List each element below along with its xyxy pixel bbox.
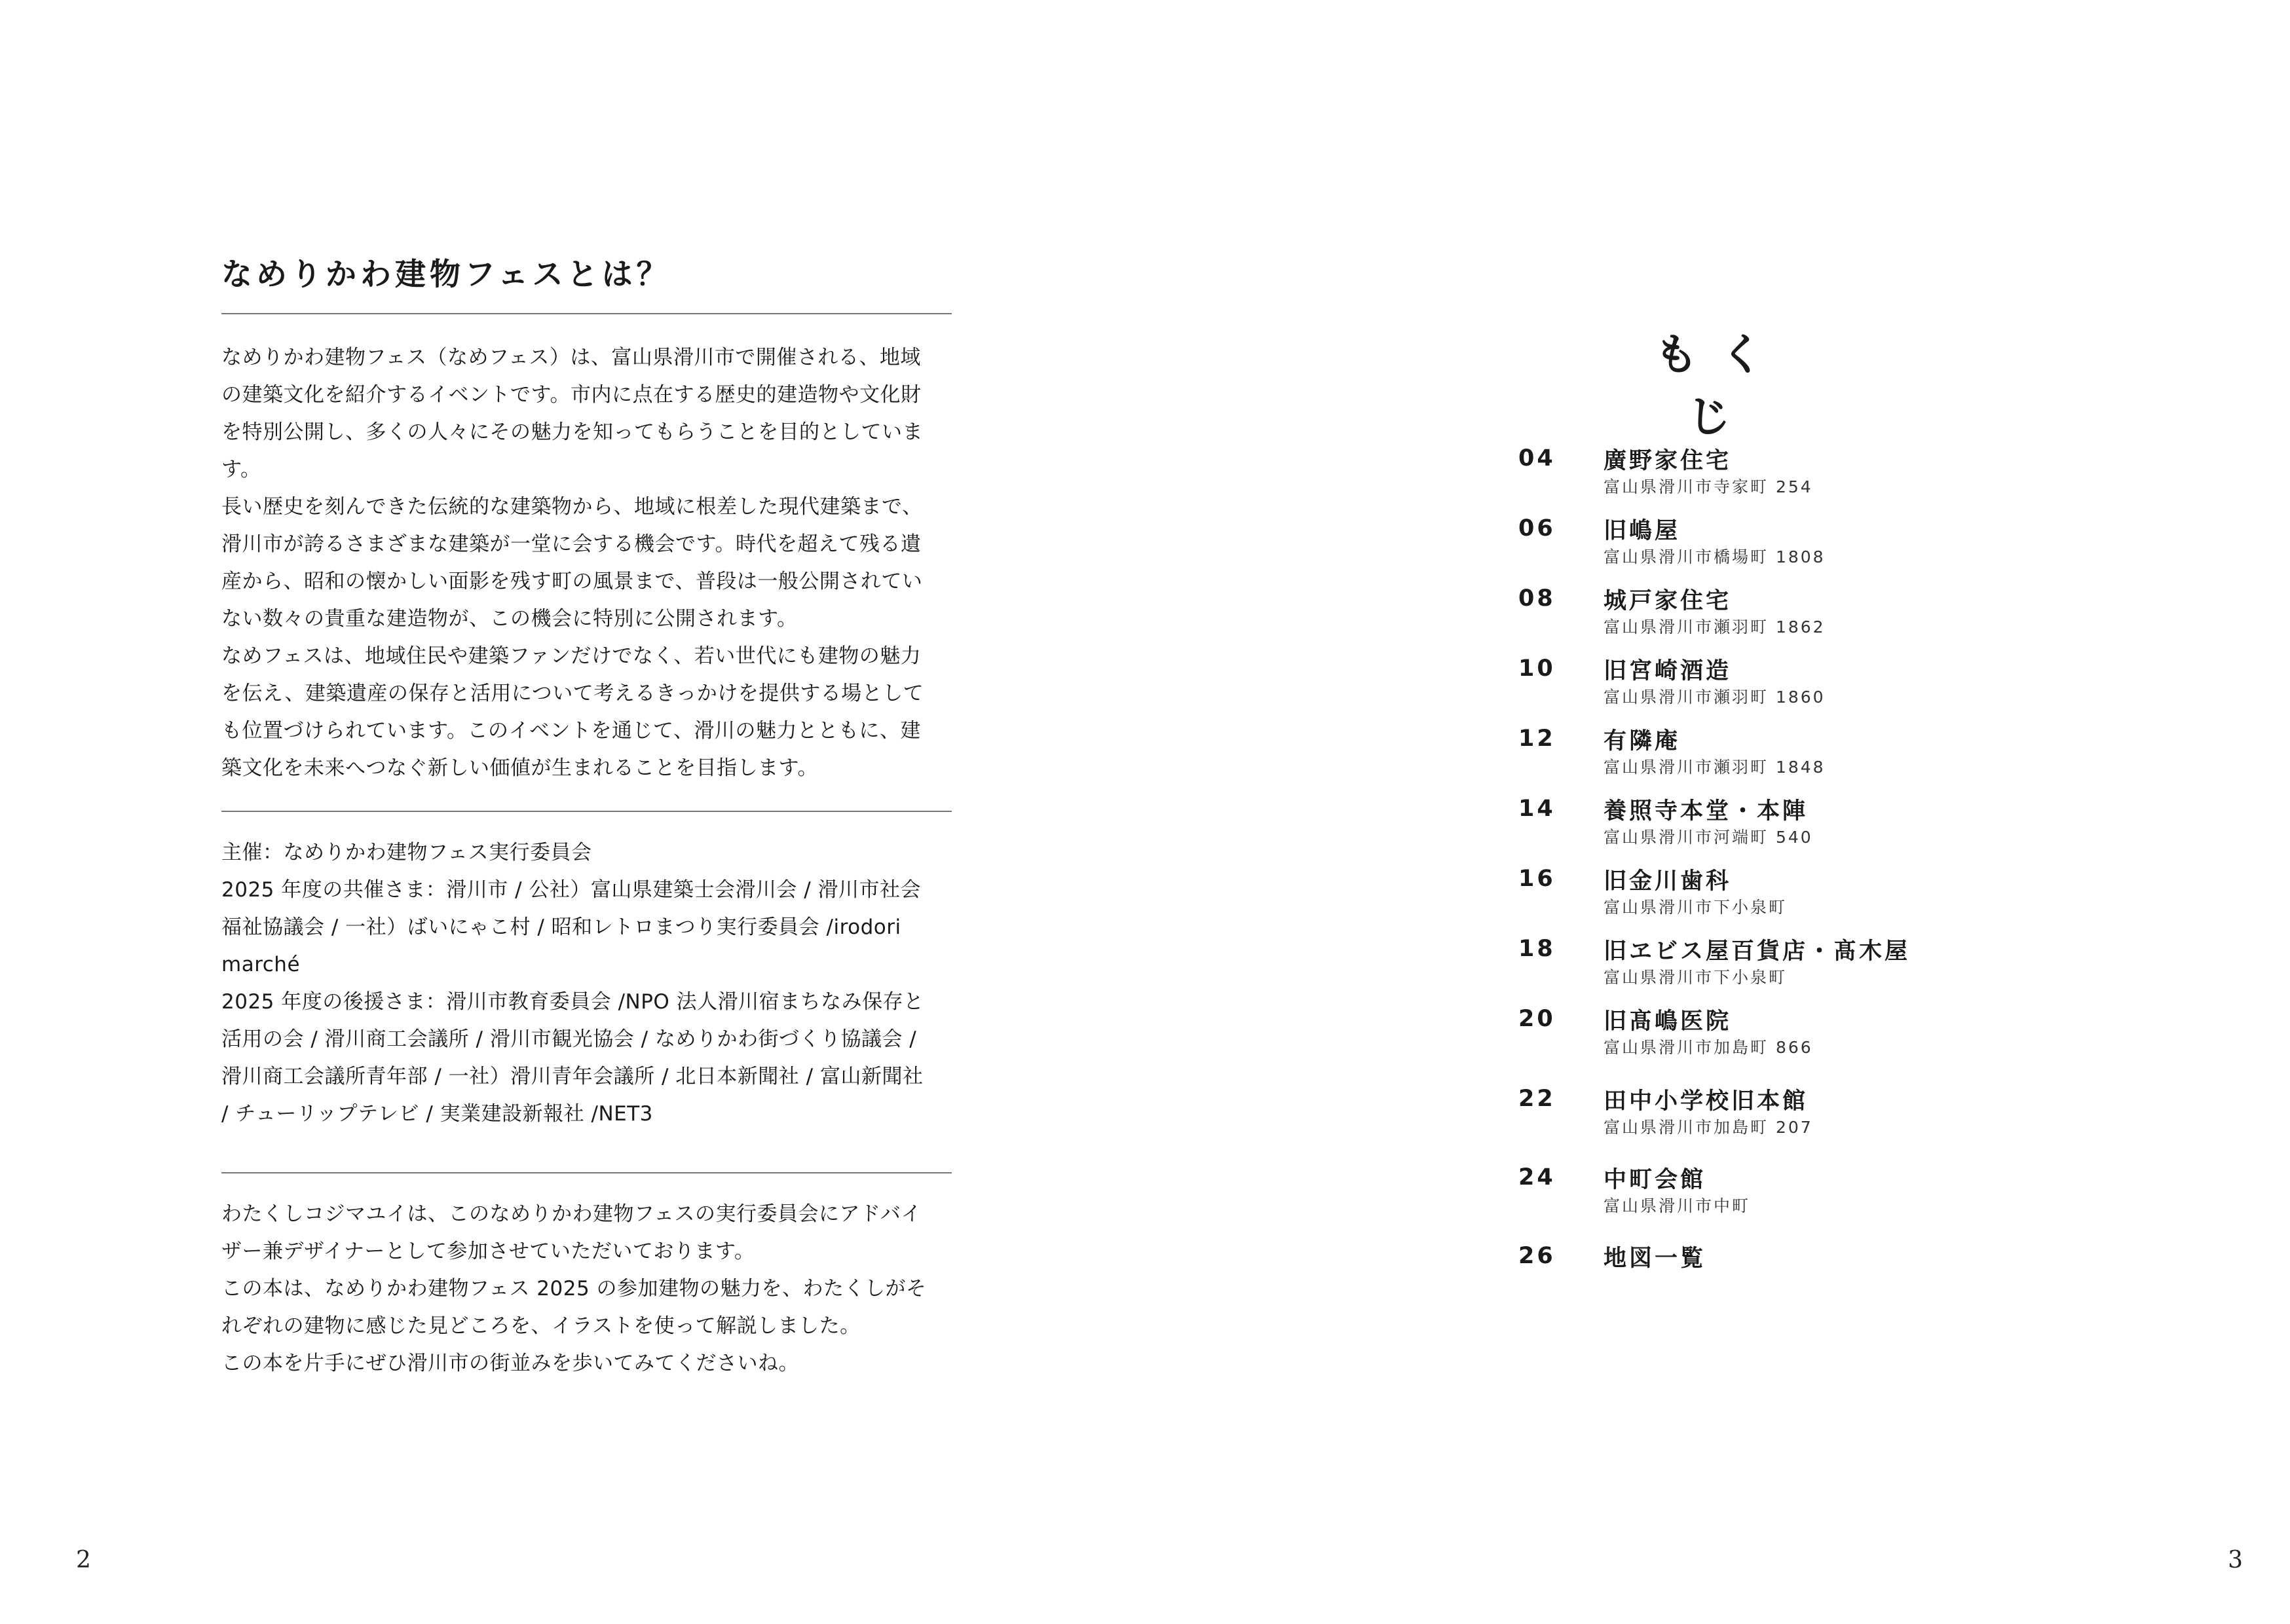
toc-entry-name: 旧金川歯科	[1604, 868, 1732, 895]
cosponsors-text: 2025 年度の共催さま：滑川市 / 公社）富山県建築士会滑川会 / 滑川市社会 福祉協議会 / 一社）ばいにゃこ村 / 昭和レトロまつり実行委員会 /irodori marché	[221, 878, 922, 976]
toc-entry-name: 廣野家住宅	[1604, 448, 1732, 474]
credits-divider	[221, 1172, 952, 1173]
toc-page-number: 10	[1518, 655, 1556, 682]
about-divider	[221, 811, 952, 812]
about-section	[221, 339, 952, 787]
toc-item[interactable]	[1518, 723, 1990, 782]
toc-entry-name: 旧宮崎酒造	[1604, 658, 1732, 684]
message-paragraph: わたくしコジマユイは、このなめりかわ建物フェスの実行委員会にアドバイ ザー兼デザイナーとして参加させていただいております。	[221, 1202, 922, 1263]
organizer-line: 主催：なめりかわ建物フェス実行委員会	[221, 841, 592, 864]
toc-entry-name: 旧嶋屋	[1604, 518, 1681, 544]
toc-entry-address: 富山県滑川市瀬羽町 1860	[1604, 688, 1826, 707]
toc-entry-address: 富山県滑川市橋場町 1808	[1604, 547, 1826, 566]
toc-entry-address: 富山県滑川市下小泉町	[1604, 898, 1788, 917]
toc-entry-name: 地図一覧	[1604, 1246, 1706, 1272]
toc-page-number: 08	[1518, 585, 1556, 612]
toc-page-number: 18	[1518, 936, 1556, 962]
page-number-right: 3	[2228, 1547, 2243, 1574]
toc-entry-address: 富山県滑川市瀬羽町 1848	[1604, 758, 1826, 777]
toc-page-number: 26	[1518, 1243, 1556, 1269]
toc-page-number: 22	[1518, 1086, 1556, 1112]
toc-entry-name: 旧ヱビス屋百貨店・髙木屋	[1604, 938, 1911, 965]
toc-item[interactable]	[1518, 1162, 1990, 1221]
toc-item[interactable]	[1518, 863, 1990, 922]
about-paragraph: 長い歴史を刻んできた伝統的な建築物から、地域に根差した現代建築まで、 滑川市が誇るさまざまな建築が一堂に会する機会です。時代を超えて残る遺 産から、昭和の懐かしい面影を残す町の風景まで、普段は一般公開されてい ない数々の貴重な建造物が、この機会に特別に公開されます。	[221, 495, 923, 631]
toc-page-number: 04	[1518, 445, 1556, 471]
toc-entry-address: 富山県滑川市加島町 866	[1604, 1038, 1813, 1057]
toc-entry-name: 田中小学校旧本館	[1604, 1088, 1809, 1115]
credits-section	[221, 834, 952, 1133]
toc-page-number: 24	[1518, 1164, 1556, 1190]
toc-item[interactable]	[1518, 793, 1990, 852]
toc-entry-name: 有隣庵	[1604, 728, 1681, 754]
about-paragraph: なめフェスは、地域住民や建築ファンだけでなく、若い世代にも建物の魅力 を伝え、建築遺産の保存と活用について考えるきっかけを提供する場として も位置づけられています。このイベントを通じて、滑川の魅力とともに、建 築文化を未来へつなぐ新しい価値が生まれることを目指します。	[221, 644, 924, 780]
message-section	[221, 1196, 952, 1382]
toc-entry-name: 城戸家住宅	[1604, 588, 1732, 614]
toc-entry-address: 富山県滑川市河端町 540	[1604, 828, 1813, 847]
toc-entry-address: 富山県滑川市寺家町 254	[1604, 477, 1813, 496]
toc-page-number: 20	[1518, 1006, 1556, 1032]
toc-item[interactable]	[1518, 1003, 1990, 1062]
toc-item[interactable]	[1518, 653, 1990, 712]
toc-entry-address: 富山県滑川市中町	[1604, 1196, 1751, 1215]
toc-page-number: 16	[1518, 866, 1556, 892]
title-divider	[221, 313, 952, 314]
toc-item[interactable]	[1518, 583, 1990, 642]
message-paragraph: この本は、なめりかわ建物フェス 2025 の参加建物の魅力を、わたくしがそ れぞれの建物に感じた見どころを、イラストを使って解説しました。	[221, 1277, 927, 1338]
toc-page-number: 06	[1518, 515, 1556, 542]
toc-item[interactable]	[1518, 933, 1990, 992]
message-paragraph: この本を片手にぜひ滑川市の街並みを歩いてみてくださいね。	[221, 1352, 799, 1375]
toc-item[interactable]	[1518, 1240, 1990, 1299]
right-page	[1145, 0, 2290, 1624]
toc-item[interactable]	[1518, 443, 1990, 502]
toc-page-number: 14	[1518, 796, 1556, 822]
toc-title: もくじ	[1655, 329, 1786, 442]
toc-item[interactable]	[1518, 1083, 1990, 1142]
page-number-left: 2	[76, 1547, 91, 1574]
supporters-text: 2025 年度の後援さま：滑川市教育委員会 /NPO 法人滑川宿まちなみ保存と 活用の会 / 滑川商工会議所 / 滑川市観光協会 / なめりかわ街づくり協議会 / 滑川商工会議所青年部 / 一社）滑川青年会議所 / 北日本新聞社 / 富山新聞社 / チューリップテレビ / 実業建設新報社 /NET3	[221, 990, 924, 1126]
intro-title: なめりかわ建物フェスとは？	[221, 257, 671, 293]
about-paragraph: なめりかわ建物フェス（なめフェス）は、富山県滑川市で開催される、地域 の建築文化を紹介するイベントです。市内に点在する歴史的建造物や文化財 を特別公開し、多くの人々にその魅力を知ってもらうことを目的としていま す。	[221, 346, 923, 481]
toc-entry-name: 旧髙嶋医院	[1604, 1008, 1732, 1035]
toc-entry-address: 富山県滑川市下小泉町	[1604, 968, 1788, 987]
toc-entry-address: 富山県滑川市瀬羽町 1862	[1604, 618, 1826, 637]
toc-entry-name: 中町会館	[1604, 1167, 1706, 1193]
toc-item[interactable]	[1518, 513, 1990, 572]
toc-entry-address: 富山県滑川市加島町 207	[1604, 1118, 1813, 1137]
toc-entry-name: 養照寺本堂・本陣	[1604, 798, 1809, 824]
toc-page-number: 12	[1518, 726, 1556, 752]
